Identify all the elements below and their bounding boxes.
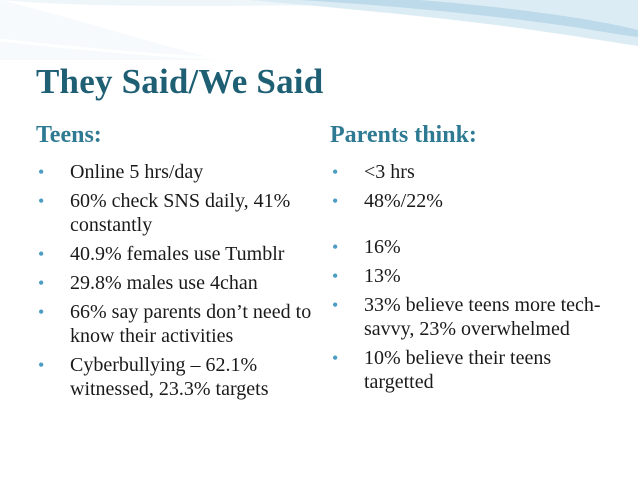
list-item: [330, 346, 620, 394]
bullet-icon: •: [332, 295, 339, 315]
list-item-text: 29.8% males use 4chan: [70, 272, 258, 294]
list-item: [330, 235, 620, 259]
bullet-icon: •: [332, 348, 339, 368]
list-item: [36, 300, 321, 348]
teens-list: [36, 160, 321, 401]
list-item-text: Online 5 hrs/day: [70, 161, 204, 183]
list-item: [330, 264, 620, 288]
list-item: [36, 189, 321, 237]
list-item: [330, 189, 620, 213]
parents-list: [330, 160, 620, 394]
bullet-icon: •: [38, 191, 45, 211]
bullet-icon: •: [38, 302, 45, 322]
list-item-text: 48%/22%: [364, 190, 443, 212]
list-item-text: 60% check SNS daily, 41% constantly: [70, 190, 291, 236]
list-item-text: Cyberbullying – 62.1% witnessed, 23.3% targets: [70, 354, 269, 400]
bullet-icon: •: [332, 191, 339, 211]
bullet-icon: •: [332, 162, 339, 182]
list-item-text: 13%: [364, 265, 401, 287]
bullet-icon: •: [38, 244, 45, 264]
bullet-icon: •: [332, 237, 339, 257]
list-item: [36, 160, 321, 184]
list-item-text: 66% say parents don’t need to know their activities: [70, 301, 312, 347]
bullet-icon: •: [38, 162, 45, 182]
list-item-text: 16%: [364, 236, 401, 258]
list-item: [36, 353, 321, 401]
list-item-text: 33% believe teens more tech-savvy, 23% overwhelmed: [364, 294, 601, 340]
parents-heading: Parents think:: [330, 122, 477, 148]
bullet-icon: •: [38, 273, 45, 293]
list-item-text: <3 hrs: [364, 161, 415, 183]
slide-title: They Said/We Said: [36, 62, 324, 101]
list-item: [330, 293, 620, 341]
teens-heading: Teens:: [36, 122, 102, 148]
bullet-icon: •: [332, 266, 339, 286]
list-item-text: 40.9% females use Tumblr: [70, 243, 285, 265]
list-item-text: 10% believe their teens targetted: [364, 347, 552, 393]
list-item: [330, 160, 620, 184]
bullet-icon: •: [38, 355, 45, 375]
list-item: [36, 242, 321, 266]
list-item: [36, 271, 321, 295]
